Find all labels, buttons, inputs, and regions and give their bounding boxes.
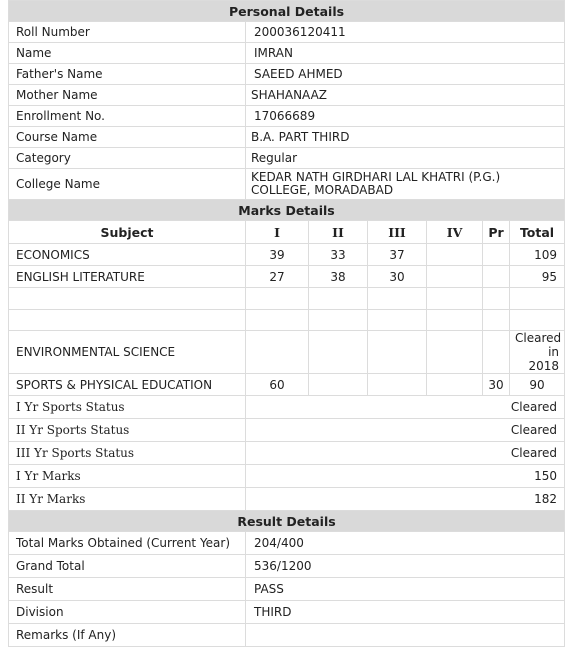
result-value [246, 624, 565, 647]
status-value: Cleared [246, 396, 565, 419]
status-row [9, 419, 565, 442]
status-value: 182 [246, 488, 565, 511]
field-value: IMRAN [246, 43, 565, 64]
result-card [8, 0, 564, 647]
mark-iii: 30 [368, 266, 427, 288]
mark-total: 109 [510, 244, 565, 266]
result-value: 204/400 [246, 532, 565, 555]
field-value: 17066689 [246, 106, 565, 127]
field-row-name [9, 43, 565, 64]
status-label: II Yr Marks [9, 488, 246, 511]
mark-i: 27 [246, 266, 309, 288]
result-table [8, 0, 565, 647]
status-row [9, 488, 565, 511]
field-label: Roll Number [9, 22, 246, 43]
status-row [9, 465, 565, 488]
status-value: Cleared [246, 419, 565, 442]
field-value: KEDAR NATH GIRDHARI LAL KHATRI (P.G.) COLLEGE, MORADABAD [246, 169, 565, 200]
mark-i: 60 [246, 374, 309, 396]
mark-total: 90 [510, 374, 565, 396]
status-row [9, 396, 565, 419]
result-label: Division [9, 601, 246, 624]
field-row-college-name [9, 169, 565, 200]
empty-row [9, 310, 565, 331]
result-row [9, 532, 565, 555]
status-value: 150 [246, 465, 565, 488]
result-label: Result [9, 578, 246, 601]
col-iii: III [368, 221, 427, 244]
field-label: Enrollment No. [9, 106, 246, 127]
mark-total: 95 [510, 266, 565, 288]
result-row [9, 578, 565, 601]
result-details-heading: Result Details [9, 511, 565, 532]
result-value: THIRD [246, 601, 565, 624]
field-row-fathers-name [9, 64, 565, 85]
field-label: Father's Name [9, 64, 246, 85]
field-value: Regular [246, 148, 565, 169]
mark-iv [427, 266, 483, 288]
result-row [9, 555, 565, 578]
marks-header-row [9, 221, 565, 244]
field-value: 200036120411 [246, 22, 565, 43]
table-row [9, 266, 565, 288]
result-value: 536/1200 [246, 555, 565, 578]
status-row [9, 442, 565, 465]
field-label: College Name [9, 169, 246, 200]
status-label: I Yr Sports Status [9, 396, 246, 419]
mark-total: Cleared in 2018 [510, 331, 565, 374]
col-ii: II [309, 221, 368, 244]
table-row [9, 244, 565, 266]
col-subject: Subject [9, 221, 246, 244]
field-value: SHAHANAAZ [246, 85, 565, 106]
mark-iv [427, 244, 483, 266]
result-value: PASS [246, 578, 565, 601]
mark-pr: 30 [483, 374, 510, 396]
personal-details-heading: Personal Details [9, 1, 565, 22]
col-iv: IV [427, 221, 483, 244]
field-label: Mother Name [9, 85, 246, 106]
subject-name: ENVIRONMENTAL SCIENCE [9, 331, 246, 374]
empty-row [9, 288, 565, 310]
field-value: SAEED AHMED [246, 64, 565, 85]
mark-i: 39 [246, 244, 309, 266]
marks-details-heading: Marks Details [9, 200, 565, 221]
subject-name: ENGLISH LITERATURE [9, 266, 246, 288]
field-label: Category [9, 148, 246, 169]
status-label: III Yr Sports Status [9, 442, 246, 465]
mark-pr [483, 244, 510, 266]
mark-ii: 38 [309, 266, 368, 288]
col-total: Total [510, 221, 565, 244]
col-pr: Pr [483, 221, 510, 244]
field-row-mother-name [9, 85, 565, 106]
result-label: Total Marks Obtained (Current Year) [9, 532, 246, 555]
mark-ii: 33 [309, 244, 368, 266]
field-row-roll-number [9, 22, 565, 43]
table-row-sports [9, 374, 565, 396]
field-label: Course Name [9, 127, 246, 148]
result-label: Grand Total [9, 555, 246, 578]
status-label: I Yr Marks [9, 465, 246, 488]
subject-name: SPORTS & PHYSICAL EDUCATION [9, 374, 246, 396]
field-row-course-name [9, 127, 565, 148]
status-label: II Yr Sports Status [9, 419, 246, 442]
result-row [9, 601, 565, 624]
field-row-enrollment [9, 106, 565, 127]
field-value: B.A. PART THIRD [246, 127, 565, 148]
result-row [9, 624, 565, 647]
mark-iii: 37 [368, 244, 427, 266]
field-label: Name [9, 43, 246, 64]
field-row-category [9, 148, 565, 169]
status-value: Cleared [246, 442, 565, 465]
col-i: I [246, 221, 309, 244]
result-label: Remarks (If Any) [9, 624, 246, 647]
table-row-environmental [9, 331, 565, 374]
mark-pr [483, 266, 510, 288]
subject-name: ECONOMICS [9, 244, 246, 266]
